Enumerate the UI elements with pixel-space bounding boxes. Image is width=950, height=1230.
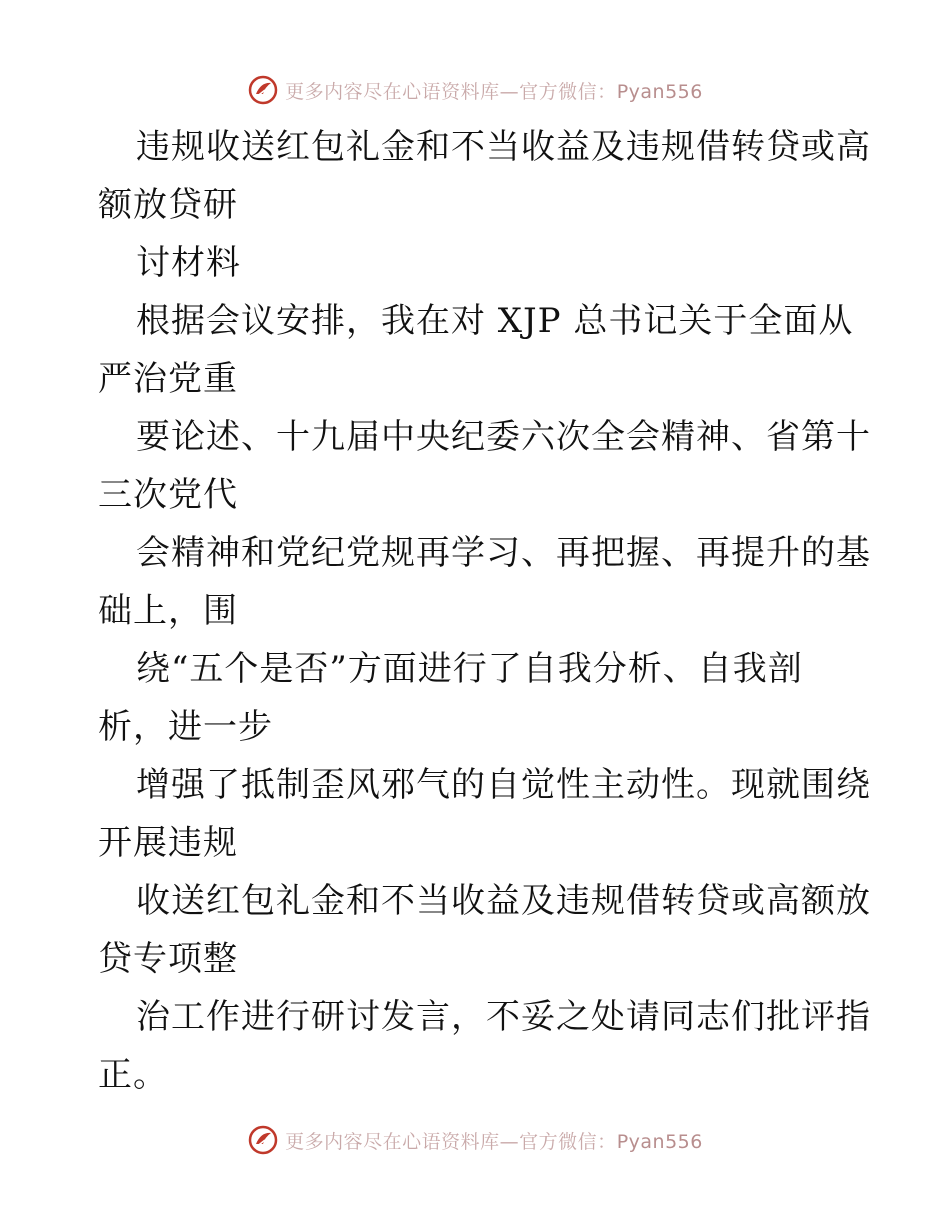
- text-line: 开展违规: [98, 823, 238, 863]
- text-line: 贷专项整: [98, 939, 238, 979]
- watermark-text: [285, 77, 703, 104]
- brand-logo-icon: [247, 1124, 279, 1156]
- text-line: 治工作进行研讨发言，不妥之处请同志们批评指: [136, 997, 871, 1037]
- watermark-wechat-label: 官方微信：: [519, 80, 617, 103]
- text-line: 三次党代: [98, 475, 238, 515]
- text-line: 要论述、十九届中央纪委六次全会精神、省第十: [136, 417, 871, 457]
- text-line: 违规收送红包礼金和不当收益及违规借转贷或高: [136, 127, 871, 167]
- watermark-separator: —: [499, 80, 520, 103]
- watermark-wechat-label: 官方微信：: [519, 1130, 617, 1153]
- text-line: 正。: [98, 1055, 168, 1095]
- text-line: 增强了抵制歪风邪气的自觉性主动性。现就围绕: [136, 765, 871, 805]
- header-watermark: [0, 70, 950, 110]
- text-line: 础上，围: [98, 591, 238, 631]
- footer-watermark: [0, 1120, 950, 1160]
- watermark-separator: —: [499, 1130, 520, 1153]
- watermark-wechat-id: Pyan556: [616, 1130, 703, 1153]
- text-line: 会精神和党纪党规再学习、再把握、再提升的基: [136, 533, 871, 573]
- text-line: 严治党重: [98, 359, 238, 399]
- brand-logo-icon: [247, 74, 279, 106]
- document-body: [98, 118, 871, 1104]
- text-line: 根据会议安排，我在对 XJP 总书记关于全面从: [136, 301, 854, 341]
- text-line: 额放贷研: [98, 185, 238, 225]
- text-line: 讨材料: [136, 243, 241, 283]
- watermark-main: 更多内容尽在心语资料库: [285, 80, 500, 103]
- watermark-text: [285, 1127, 703, 1154]
- text-line: 绕“五个是否”方面进行了自我分析、自我剖: [136, 649, 803, 689]
- text-line: 析，进一步: [98, 707, 273, 747]
- watermark-main: 更多内容尽在心语资料库: [285, 1130, 500, 1153]
- footer-watermark-inner: [247, 1124, 703, 1156]
- text-line: 收送红包礼金和不当收益及违规借转贷或高额放: [136, 881, 871, 921]
- header-watermark-inner: [247, 74, 703, 106]
- watermark-wechat-id: Pyan556: [616, 80, 703, 103]
